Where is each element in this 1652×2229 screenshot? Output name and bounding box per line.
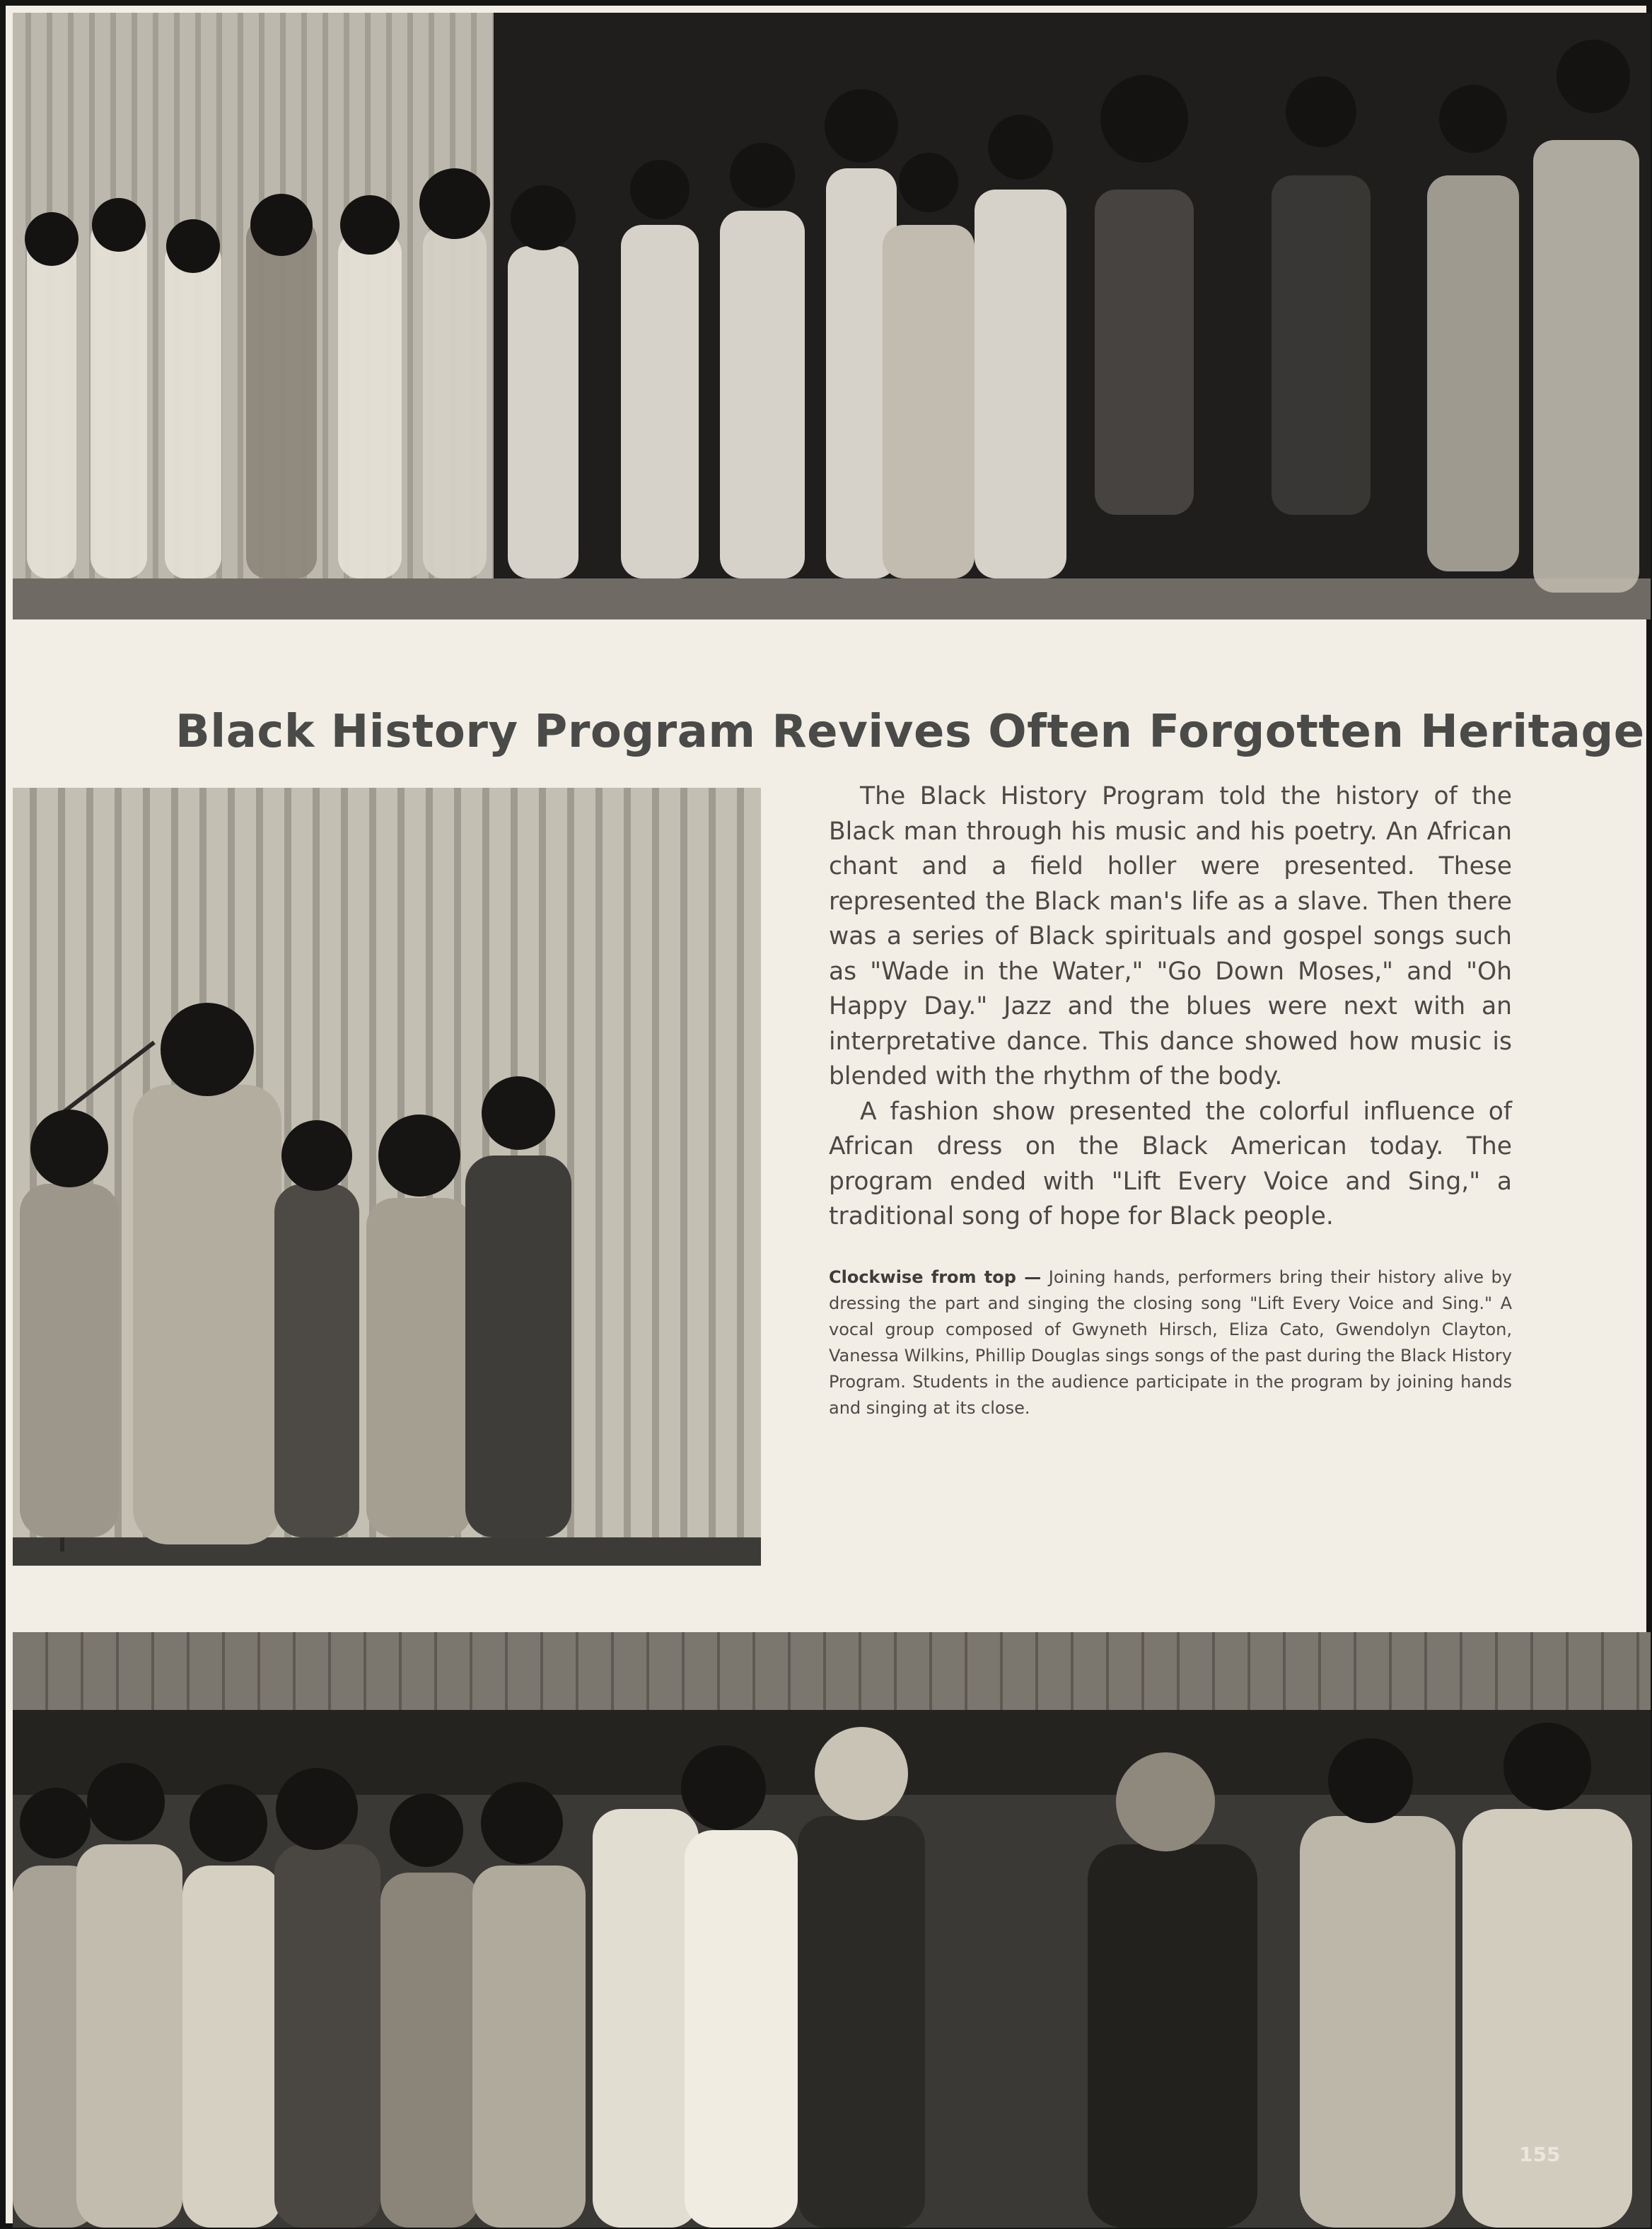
article-paragraph-1: The Black History Program told the history of the Black man through his music and his poetry. An African chant and a field holler were presented. These represented the Black man's life as a slave. Then there was a series of Black spirituals and gospel songs such as "Wade in the Water," "Go Down Moses," and "Oh Happy Day." Jazz and the blues were next with an interpretative dance. This dance showed how music is blended with the rhythm of the body. — [829, 782, 1512, 1090]
photo-audience-singing — [13, 1632, 1651, 2228]
photo-performers-holding-hands-image — [13, 13, 1651, 619]
headline: Black History Program Revives Often Forgotten Heritage — [175, 706, 1645, 758]
photo-audience-singing-image — [13, 1632, 1651, 2228]
article-body — [829, 779, 1512, 1235]
photo-caption — [829, 1264, 1512, 1421]
article-paragraph-2: A fashion show presented the colorful influence of African dress on the Black American today. The program ended with "Lift Every Voice and Sing," a traditional song of hope for Black people. — [829, 1097, 1512, 1230]
photo-performers-holding-hands — [13, 13, 1651, 619]
photo-vocal-group-image — [13, 788, 761, 1566]
caption-lead: Clockwise from top — — [829, 1267, 1042, 1287]
caption-text: Joining hands, performers bring their history alive by dressing the part and singing the closing song "Lift Every Voice and Sing." A vocal group composed of Gwyneth Hirsch, Eliza Cato, Gwendolyn Clayton, Vanessa Wilkins, Phillip Douglas sings songs of the past during the Black History Program. Students in the audience participate in the program by joining hands and singing at its close. — [829, 1267, 1512, 1418]
photo-vocal-group — [13, 788, 761, 1566]
page-number: 155 — [1519, 2143, 1561, 2166]
